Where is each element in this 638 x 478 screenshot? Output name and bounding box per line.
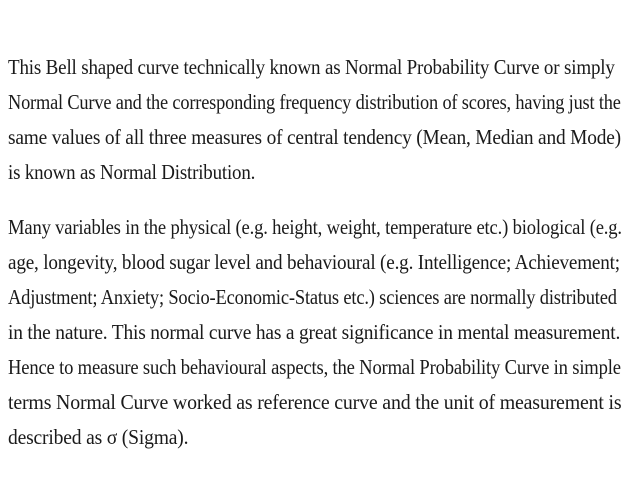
paragraph-2-line-7: described as σ (Sigma). [8, 425, 189, 449]
paragraph-1-line-3: same values of all three measures of central tendency (Mean, Median and Mode) [8, 125, 621, 149]
paragraph-1-line-1: This Bell shaped curve technically known as Normal Probability Curve or simply [8, 55, 615, 79]
paragraph-1-line-2: Normal Curve and the corresponding frequency distribution of scores, having just the [8, 90, 621, 114]
paragraph-2-line-1: Many variables in the physical (e.g. height, weight, temperature etc.) biological (e.g. [8, 215, 622, 239]
paragraph-2-line-5: Hence to measure such behavioural aspects, the Normal Probability Curve in simple [8, 355, 621, 379]
paragraph-1-line-4: is known as Normal Distribution. [8, 160, 256, 184]
paragraph-2-line-6: terms Normal Curve worked as reference curve and the unit of measurement is [8, 390, 622, 414]
paragraph-2-line-2: age, longevity, blood sugar level and behavioural (e.g. Intelligence; Achievement; [8, 250, 620, 274]
paragraph-2-line-3: Adjustment; Anxiety; Socio-Economic-Status etc.) sciences are normally distributed [8, 285, 617, 309]
paragraph-2-line-4: in the nature. This normal curve has a great significance in mental measurement. [8, 320, 621, 344]
